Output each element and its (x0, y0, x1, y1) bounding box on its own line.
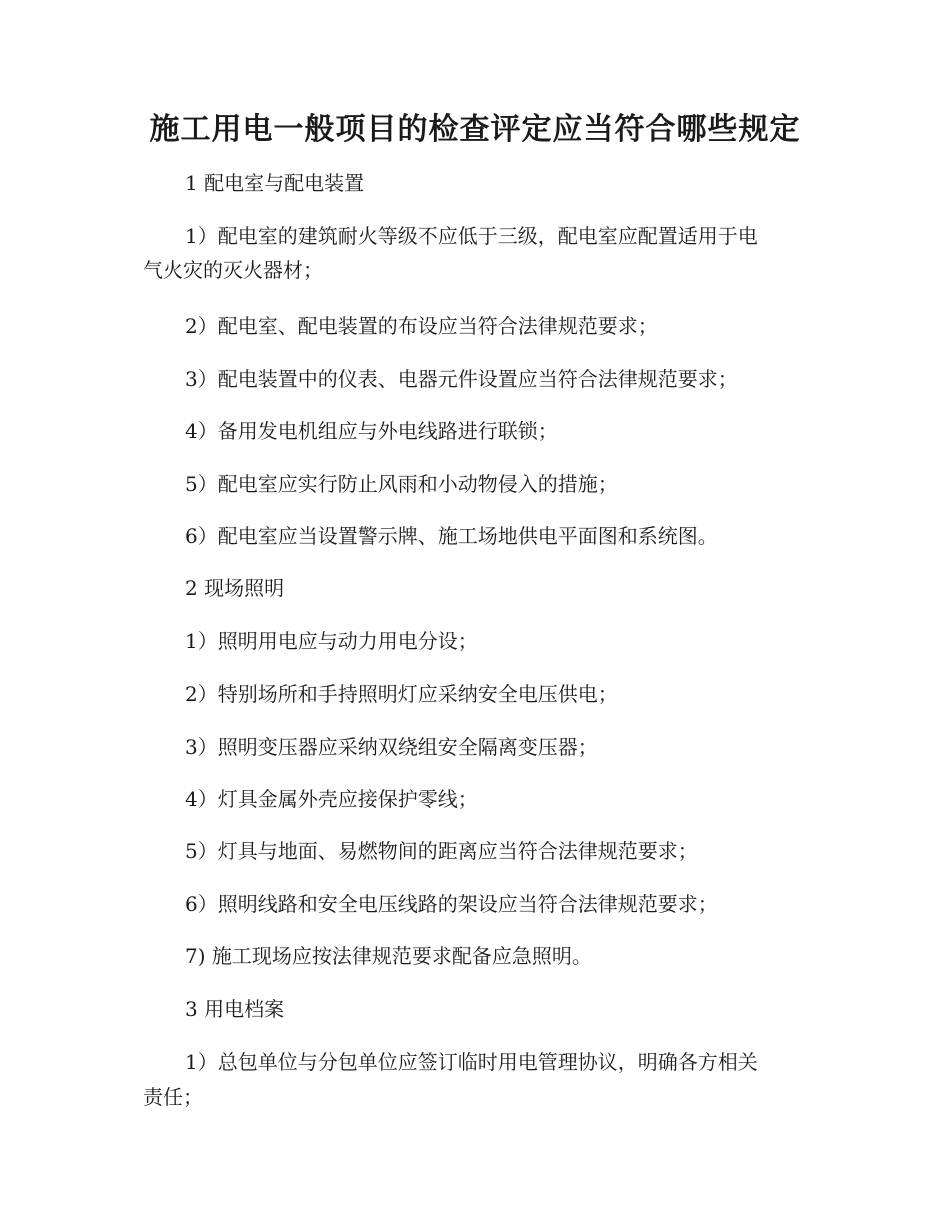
paragraph-line: 1）总包单位与分包单位应签订临时用电管理协议，明确各方相关 (185, 1050, 758, 1074)
paragraph-line: 2）特别场所和手持照明灯应采纳安全电压供电； (185, 682, 618, 706)
paragraph-line: 7) 施工现场应按法律规范要求配备应急照明。 (185, 944, 592, 968)
paragraph-line: 6）照明线路和安全电压线路的架设应当符合法律规范要求； (185, 892, 718, 916)
section-heading-2: 2 现场照明 (185, 576, 285, 600)
section-heading-1: 1 配电室与配电装置 (185, 171, 365, 195)
paragraph-line: 4）备用发电机组应与外电线路进行联锁； (185, 419, 558, 443)
document-title: 施工用电一般项目的检查评定应当符合哪些规定 (149, 112, 801, 147)
paragraph-line: 6）配电室应当设置警示牌、施工场地供电平面图和系统图。 (185, 524, 718, 548)
paragraph-line: 4）灯具金属外壳应接保护零线； (185, 787, 478, 811)
paragraph-line: 1）配电室的建筑耐火等级不应低于三级，配电室应配置适用于电 (185, 224, 758, 248)
paragraph-line: 2）配电室、配电装置的布设应当符合法律规范要求； (185, 314, 658, 338)
paragraph-line: 责任； (143, 1085, 203, 1109)
paragraph-line: 气火灾的灭火器材； (143, 258, 323, 282)
paragraph-line: 5）配电室应实行防止风雨和小动物侵入的措施； (185, 472, 618, 496)
paragraph-line: 3）照明变压器应采纳双绕组安全隔离变压器； (185, 735, 598, 759)
paragraph-line: 5）灯具与地面、易燃物间的距离应当符合法律规范要求； (185, 839, 698, 863)
paragraph-line: 3）配电装置中的仪表、电器元件设置应当符合法律规范要求； (185, 367, 738, 391)
section-heading-3: 3 用电档案 (185, 997, 285, 1021)
paragraph-line: 1）照明用电应与动力用电分设； (185, 629, 478, 653)
